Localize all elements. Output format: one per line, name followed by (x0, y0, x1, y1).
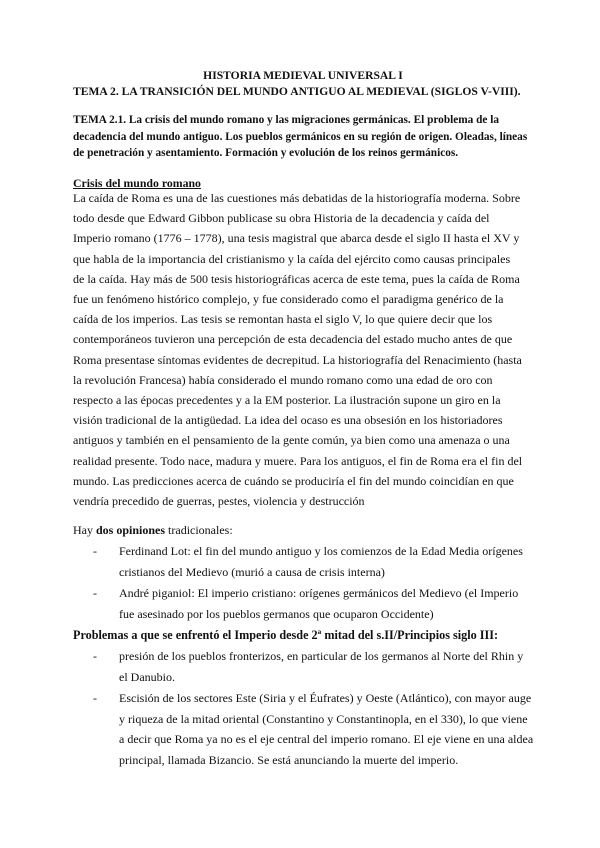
topic-line: de penetración y asentamiento. Formación y evolución de los reinos germánicos. (73, 147, 459, 159)
opinion-item (119, 583, 549, 624)
opinions-intro (73, 520, 233, 540)
course-title: HISTORIA MEDIEVAL UNIVERSAL I (203, 69, 403, 82)
opinion-line: cristianos del Medievo (murió a causa de crisis interna) (119, 564, 385, 579)
opinions-suffix: tradicionales: (165, 523, 233, 537)
paragraph-line: la revolución Francesa) había considerado el mundo romano como una edad de oro con (73, 372, 493, 387)
problems-heading: Problemas a que se enfrentó el Imperio desde 2ª mitad del s.II/Principios siglo III: (73, 628, 499, 642)
paragraph-line: antiguos y también en el pensamiento de la gente común, ya bien como una amenaza o una (73, 433, 510, 448)
list-dash: - (93, 691, 97, 705)
paragraph-line: caída de los imperios. Las tesis se remontan hasta el siglo V, lo que quiere decir que los (73, 312, 493, 327)
paragraph-line: realidad presente. Todo nace, madura y muere. Para los antiguos, el fin de Roma era el fin del (73, 453, 523, 468)
paragraph-line: de la caída. Hay más de 500 tesis historiográficas acerca de este tema, pues la caída de Roma (73, 271, 520, 286)
list-dash: - (93, 586, 97, 600)
paragraph-line: respecto a las épocas precedentes y a la EM posterior. La ilustración supone un giro en la (73, 393, 501, 408)
paragraph-line: visión tradicional de la antigüedad. La idea del ocaso es una obsesión en los historiadores (73, 413, 503, 428)
paragraph-line: Roma presentase síntomas evidentes de decrepitud. La historiografía del Renacimiento (hasta (73, 352, 522, 367)
paragraph-line: vendría precedido de guerras, pestes, violencia y destrucción (73, 494, 365, 509)
opinions-bold: dos opiniones (96, 523, 166, 537)
problem-line: Escisión de los sectores Este (Siria y el Éufrates) y Oeste (Atlántico), con mayor auge (119, 691, 532, 705)
topic-line: TEMA 2.1. La crisis del mundo romano y las migraciones germánicas. El problema de la (73, 114, 500, 126)
opinion-item (119, 541, 549, 582)
list-dash: - (93, 649, 97, 663)
problem-line: el Danubio. (119, 669, 175, 684)
opinion-line: Ferdinand Lot: el fin del mundo antiguo y los comienzos de la Edad Media orígenes (119, 544, 523, 558)
paragraph-line: que habla de la importancia del cristianismo y la caída del ejército como causas principales (73, 251, 511, 266)
section-title: Crisis del mundo romano (73, 176, 201, 190)
opinions-prefix: Hay (73, 523, 96, 537)
body-paragraph (73, 188, 543, 511)
problem-line: y riqueza de la mitad oriental (Constantino y Constantinopla, en el 330), lo que viene (119, 711, 528, 726)
paragraph-line: mundo. Las predicciones acerca de cuándo se produciría el fin del mundo coincidían en que (73, 473, 514, 488)
paragraph-line: La caída de Roma es una de las cuestiones más debatidas de la historiografía moderna. Sobre (73, 191, 521, 205)
paragraph-line: todo desde que Edward Gibbon publicase su obra Historia de la decadencia y caída del (73, 211, 490, 226)
problem-line: principal, llamada Bizancio. Se está anunciando la muerte del imperio. (119, 752, 459, 767)
problem-item (119, 646, 549, 687)
problem-line: a decir que Roma ya no es el eje central del imperio romano. El eje viene en una aldea (119, 732, 534, 746)
problem-line: presión de los pueblos fronterizos, en particular de los germanos al Norte del Rhin y (119, 649, 524, 663)
list-dash: - (93, 544, 97, 558)
opinion-line: fue asesinado por los pueblos germanos que ocuparon Occidente) (119, 606, 434, 621)
problem-item (119, 688, 549, 770)
topic-line: decadencia del mundo antiguo. Los pueblos germánicos en su región de origen. Oleadas, líneas (73, 130, 528, 143)
paragraph-line: contemporáneos tuvieron una percepción de esta decadencia del estado mucho antes de que (73, 332, 513, 347)
paragraph-line: fue un fenómeno histórico complejo, y fue considerado como el paradigma genérico de la (73, 292, 504, 307)
topic-heading (73, 112, 533, 162)
opinion-line: André piganiol: El imperio cristiano: orígenes germánicos del Medievo (el Imperio (119, 586, 519, 600)
unit-title: TEMA 2. LA TRANSICIÓN DEL MUNDO ANTIGUO AL MEDIEVAL (SIGLOS V-VIII). (73, 85, 521, 98)
paragraph-line: Imperio romano (1776 – 1778), una tesis magistral que abarca desde el siglo II hasta el XV y (73, 231, 520, 246)
